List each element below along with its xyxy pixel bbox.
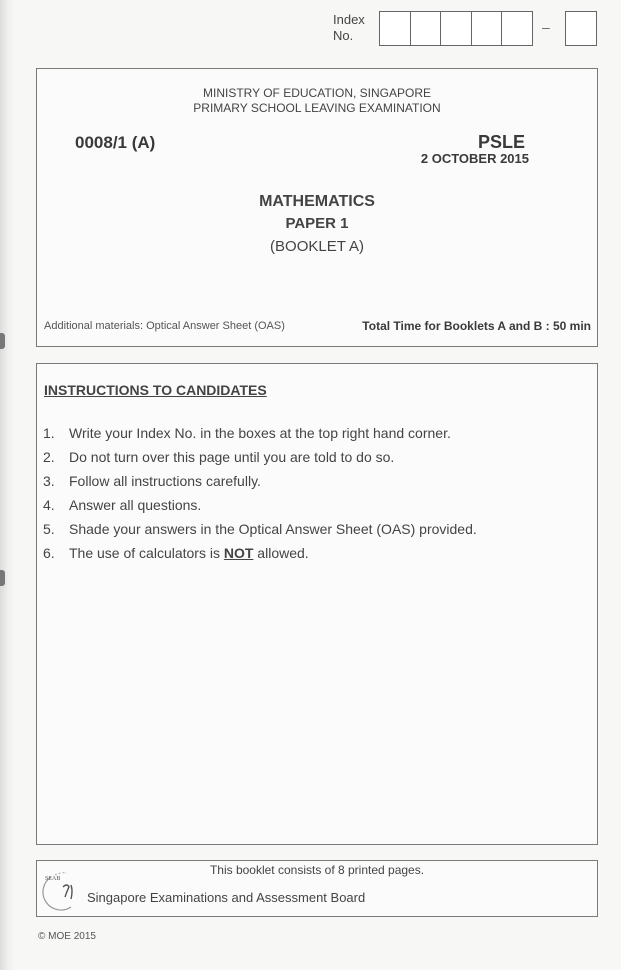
instruction-number: 2. [43,449,55,465]
instructions-title: INSTRUCTIONS TO CANDIDATES [44,382,267,398]
svg-text:SEAB: SEAB [45,876,61,882]
total-time: Total Time for Booklets A and B : 50 min [362,319,591,333]
instruction-number: 4. [43,497,55,513]
binding-hole-mark [0,570,5,586]
index-digit-box[interactable] [410,11,442,46]
instruction-text: Follow all instructions carefully. [69,473,261,489]
instruction-text-after: allowed. [253,545,309,561]
index-digit-box[interactable] [501,11,533,46]
instruction-text: Write your Index No. in the boxes at the top right hand corner. [69,425,451,441]
exam-name: PRIMARY SCHOOL LEAVING EXAMINATION [193,101,441,115]
instruction-text: Do not turn over this page until you are told to do so. [69,449,395,465]
paper-number: PAPER 1 [285,215,349,232]
instruction-number: 5. [43,521,55,537]
instruction-text [69,541,309,565]
index-number-boxes [380,11,533,46]
instruction-number: 6. [43,545,55,561]
index-separator: – [542,19,550,35]
issuer-block [37,86,597,116]
ministry-name: MINISTRY OF EDUCATION, SINGAPORE [202,86,432,100]
page-count-note: This booklet consists of 8 printed pages. [209,863,425,877]
copyright: © MOE 2015 [38,931,96,942]
index-check-digit-box[interactable] [565,11,597,46]
instructions-box [36,363,598,845]
paper-code: 0008/1 (A) [75,133,156,152]
exam-short-name: PSLE [477,132,525,152]
index-digit-box[interactable] [379,11,411,46]
instruction-item [43,445,477,469]
instruction-text: Answer all questions. [69,497,202,513]
additional-materials: Additional materials: Optical Answer Sheet (OAS) [44,320,285,332]
instruction-number: 3. [43,473,55,489]
instruction-number: 1. [43,425,55,441]
instruction-item [43,421,477,445]
instruction-item [43,517,477,541]
board-name: Singapore Examinations and Assessment Board [87,890,366,905]
binding-hole-mark [0,333,5,349]
seab-logo-icon [41,865,85,911]
index-no-label [333,12,365,44]
instruction-text-before: The use of calculators is [69,545,224,561]
footer-box [36,860,598,917]
index-digit-box[interactable] [471,11,503,46]
cover-header-box [36,68,598,347]
page-edge-shadow [0,0,14,970]
instruction-text: Shade your answers in the Optical Answer Sheet (OAS) provided. [69,521,477,537]
exam-date: 2 OCTOBER 2015 [420,151,529,166]
index-label-line2: No. [333,28,354,43]
index-label-line1: Index [333,12,365,27]
index-digit-box[interactable] [440,11,472,46]
instruction-item [43,469,477,493]
instructions-list [43,421,477,565]
instruction-item [43,493,477,517]
subject-title: MATHEMATICS [259,193,375,210]
instruction-emphasis: NOT [223,545,254,561]
booklet-label: (BOOKLET A) [270,238,364,255]
instruction-item [43,541,477,565]
